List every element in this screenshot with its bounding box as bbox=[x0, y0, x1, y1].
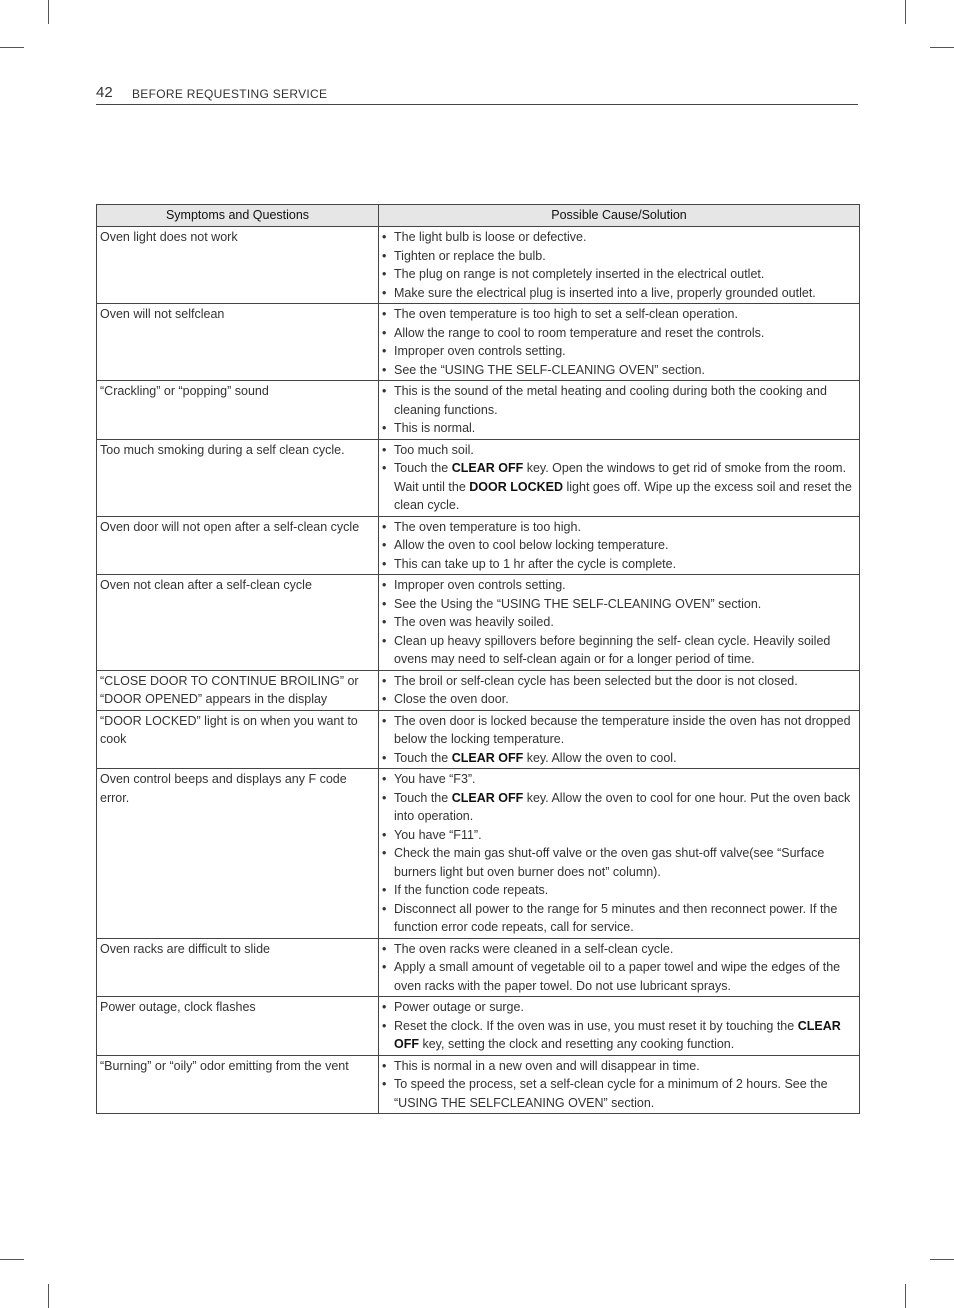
solution-text: The oven door is locked because the temperature inside the oven has not dropped below the locking temperature. bbox=[394, 713, 851, 746]
solution-text: Touch the bbox=[394, 461, 452, 475]
solution-list bbox=[382, 576, 856, 669]
solution-text: Allow the oven to cool below locking temperature. bbox=[394, 538, 669, 552]
crop-mark bbox=[0, 47, 24, 48]
crop-mark bbox=[48, 0, 49, 24]
solution-item bbox=[382, 826, 856, 845]
solution-cell bbox=[379, 670, 860, 710]
solution-item bbox=[382, 998, 856, 1017]
solution-text: This is normal. bbox=[394, 421, 476, 435]
solution-list bbox=[382, 770, 856, 937]
solution-text: Power outage or surge. bbox=[394, 1000, 524, 1014]
symptom-cell: Oven door will not open after a self-clean cycle bbox=[97, 516, 379, 575]
solutions-column-header: Possible Cause/Solution bbox=[379, 205, 860, 227]
solution-text: Clean up heavy spillovers before beginning the self- clean cycle. Heavily soiled ovens may need to self-clean again or for a longer period of time. bbox=[394, 633, 831, 666]
symptom-cell: “Burning” or “oily” odor emitting from the vent bbox=[97, 1055, 379, 1114]
solution-text: Allow the range to cool to room temperature and reset the controls. bbox=[394, 325, 765, 340]
table-header-row bbox=[97, 205, 860, 227]
solution-text: light goes off. Wipe up the excess soil and reset the clean cycle. bbox=[394, 479, 852, 512]
table-row bbox=[97, 938, 860, 997]
solution-item bbox=[382, 595, 856, 614]
solution-cell bbox=[379, 769, 860, 939]
table-row bbox=[97, 670, 860, 710]
crop-mark bbox=[0, 1259, 24, 1260]
crop-mark bbox=[930, 1259, 954, 1260]
solution-text: key. Open the windows to get rid of smoke from the room. Wait until the bbox=[394, 461, 847, 494]
solution-list bbox=[382, 441, 856, 515]
symptom-cell: “DOOR LOCKED” light is on when you want to cook bbox=[97, 710, 379, 769]
solution-text: Close the oven door. bbox=[394, 692, 509, 706]
solution-text: The oven was heavily soiled. bbox=[394, 615, 554, 629]
page-number: 42 bbox=[96, 84, 113, 101]
solution-item bbox=[382, 361, 856, 380]
solution-item bbox=[382, 342, 856, 361]
solution-text: Check the main gas shut-off valve or the oven gas shut-off valve(see “Surface burners light but oven burner does not” column). bbox=[394, 846, 825, 879]
solution-text: Improper oven controls setting. bbox=[394, 344, 566, 358]
symptom-cell: “CLOSE DOOR TO CONTINUE BROILING” or “DOOR OPENED” appears in the display bbox=[97, 670, 379, 710]
solution-item bbox=[382, 441, 856, 460]
solution-item bbox=[382, 265, 856, 284]
solution-cell bbox=[379, 227, 860, 304]
key-name: DOOR LOCKED bbox=[469, 479, 564, 494]
solution-text: key, setting the clock and resetting any cooking function. bbox=[419, 1037, 735, 1051]
key-name: CLEAR OFF bbox=[451, 750, 524, 765]
solution-cell bbox=[379, 381, 860, 440]
solution-text: The plug on range is not completely inserted in the electrical outlet. bbox=[394, 267, 765, 281]
solution-item bbox=[382, 284, 856, 303]
solution-item bbox=[382, 576, 856, 595]
solution-item bbox=[382, 247, 856, 266]
table-row bbox=[97, 997, 860, 1056]
solution-cell bbox=[379, 304, 860, 381]
solution-text: This is the sound of the metal heating and cooling during both the cooking and cleaning functions. bbox=[394, 384, 827, 417]
solution-item bbox=[382, 1057, 856, 1076]
solution-item bbox=[382, 459, 856, 515]
solution-item bbox=[382, 632, 856, 669]
solution-text: Make sure the electrical plug is inserted into a live, properly grounded outlet. bbox=[394, 285, 816, 300]
table-row bbox=[97, 381, 860, 440]
solution-text: Too much soil. bbox=[394, 442, 474, 457]
symptoms-column-header: Symptoms and Questions bbox=[97, 205, 379, 227]
solution-item bbox=[382, 536, 856, 555]
solution-item bbox=[382, 1017, 856, 1054]
symptom-cell: Oven control beeps and displays any F code error. bbox=[97, 769, 379, 939]
section-title: BEFORE REQUESTING SERVICE bbox=[132, 87, 328, 101]
solution-list bbox=[382, 518, 856, 574]
symptom-cell: Power outage, clock flashes bbox=[97, 997, 379, 1056]
crop-mark bbox=[905, 0, 906, 24]
table-body bbox=[97, 227, 860, 1114]
solution-item bbox=[382, 881, 856, 900]
solution-text: This can take up to 1 hr after the cycle is complete. bbox=[394, 556, 677, 571]
solution-text: The oven racks were cleaned in a self-clean cycle. bbox=[394, 941, 674, 956]
table-row bbox=[97, 304, 860, 381]
symptom-cell: “Crackling” or “popping” sound bbox=[97, 381, 379, 440]
key-name: CLEAR OFF bbox=[394, 1018, 841, 1051]
solution-cell bbox=[379, 516, 860, 575]
symptom-cell: Oven not clean after a self-clean cycle bbox=[97, 575, 379, 671]
table-row bbox=[97, 227, 860, 304]
solution-list bbox=[382, 672, 856, 709]
solution-item bbox=[382, 900, 856, 937]
table-row bbox=[97, 516, 860, 575]
crop-mark bbox=[930, 47, 954, 48]
symptom-cell: Too much smoking during a self clean cycle. bbox=[97, 439, 379, 516]
table-row bbox=[97, 439, 860, 516]
solution-text: You have “F3”. bbox=[394, 772, 476, 786]
solution-text: See the “USING THE SELF-CLEANING OVEN” section. bbox=[394, 362, 705, 377]
solution-text: If the function code repeats. bbox=[394, 883, 549, 897]
table-row bbox=[97, 769, 860, 939]
solution-text: Apply a small amount of vegetable oil to a paper towel and wipe the edges of the oven racks with the paper towel. Do not use lubricant sprays. bbox=[394, 960, 841, 993]
solution-text: You have “F11”. bbox=[394, 827, 482, 842]
solution-item bbox=[382, 382, 856, 419]
solution-item bbox=[382, 555, 856, 574]
page-header bbox=[96, 84, 858, 105]
solution-item bbox=[382, 228, 856, 247]
solution-text: Touch the bbox=[394, 750, 452, 765]
solution-item bbox=[382, 324, 856, 343]
solution-text: See the Using the “USING THE SELF-CLEANING OVEN” section. bbox=[394, 596, 762, 611]
solution-cell bbox=[379, 439, 860, 516]
solution-list bbox=[382, 305, 856, 379]
solution-list bbox=[382, 228, 856, 302]
solution-text: Touch the bbox=[394, 790, 452, 805]
solution-text: The broil or self-clean cycle has been selected but the door is not closed. bbox=[394, 673, 798, 688]
solution-text: To speed the process, set a self-clean cycle for a minimum of 2 hours. See the “USING THE SELFCLEANING OVEN” section. bbox=[394, 1077, 828, 1110]
symptom-cell: Oven will not selfclean bbox=[97, 304, 379, 381]
solution-item bbox=[382, 1075, 856, 1112]
solution-item bbox=[382, 419, 856, 438]
solution-cell bbox=[379, 710, 860, 769]
solution-text: The oven temperature is too high to set a self-clean operation. bbox=[394, 307, 738, 321]
solution-item bbox=[382, 749, 856, 768]
solution-item bbox=[382, 844, 856, 881]
solution-text: This is normal in a new oven and will disappear in time. bbox=[394, 1058, 700, 1073]
symptom-cell: Oven light does not work bbox=[97, 227, 379, 304]
solution-item bbox=[382, 712, 856, 749]
crop-mark bbox=[905, 1284, 906, 1308]
solution-item bbox=[382, 613, 856, 632]
table-row bbox=[97, 575, 860, 671]
solution-list bbox=[382, 712, 856, 768]
solution-item bbox=[382, 940, 856, 959]
table-row bbox=[97, 710, 860, 769]
solution-cell bbox=[379, 997, 860, 1056]
solution-cell bbox=[379, 575, 860, 671]
solution-text: Tighten or replace the bulb. bbox=[394, 248, 546, 263]
solution-list bbox=[382, 382, 856, 438]
key-name: CLEAR OFF bbox=[451, 790, 524, 805]
solution-text: The oven temperature is too high. bbox=[394, 519, 581, 534]
key-name: CLEAR OFF bbox=[451, 461, 524, 475]
solution-list bbox=[382, 998, 856, 1054]
solution-text: key. Allow the oven to cool. bbox=[523, 750, 677, 765]
solution-item bbox=[382, 770, 856, 789]
solution-item bbox=[382, 958, 856, 995]
solution-item bbox=[382, 672, 856, 691]
solution-list bbox=[382, 940, 856, 996]
troubleshooting-table bbox=[96, 204, 860, 1114]
solution-text: Improper oven controls setting. bbox=[394, 578, 566, 592]
solution-cell bbox=[379, 1055, 860, 1114]
solution-item bbox=[382, 789, 856, 826]
solution-text: The light bulb is loose or defective. bbox=[394, 230, 587, 244]
solution-cell bbox=[379, 938, 860, 997]
solution-text: Reset the clock. If the oven was in use, you must reset it by touching the bbox=[394, 1018, 798, 1033]
symptom-cell: Oven racks are difficult to slide bbox=[97, 938, 379, 997]
solution-item bbox=[382, 518, 856, 537]
solution-list bbox=[382, 1057, 856, 1113]
solution-item bbox=[382, 305, 856, 324]
solution-text: key. Allow the oven to cool for one hour. Put the oven back into operation. bbox=[394, 790, 851, 823]
solution-text: Disconnect all power to the range for 5 minutes and then reconnect power. If the function error code repeats, call for service. bbox=[394, 901, 838, 934]
table-row bbox=[97, 1055, 860, 1114]
solution-item bbox=[382, 690, 856, 709]
crop-mark bbox=[48, 1284, 49, 1308]
